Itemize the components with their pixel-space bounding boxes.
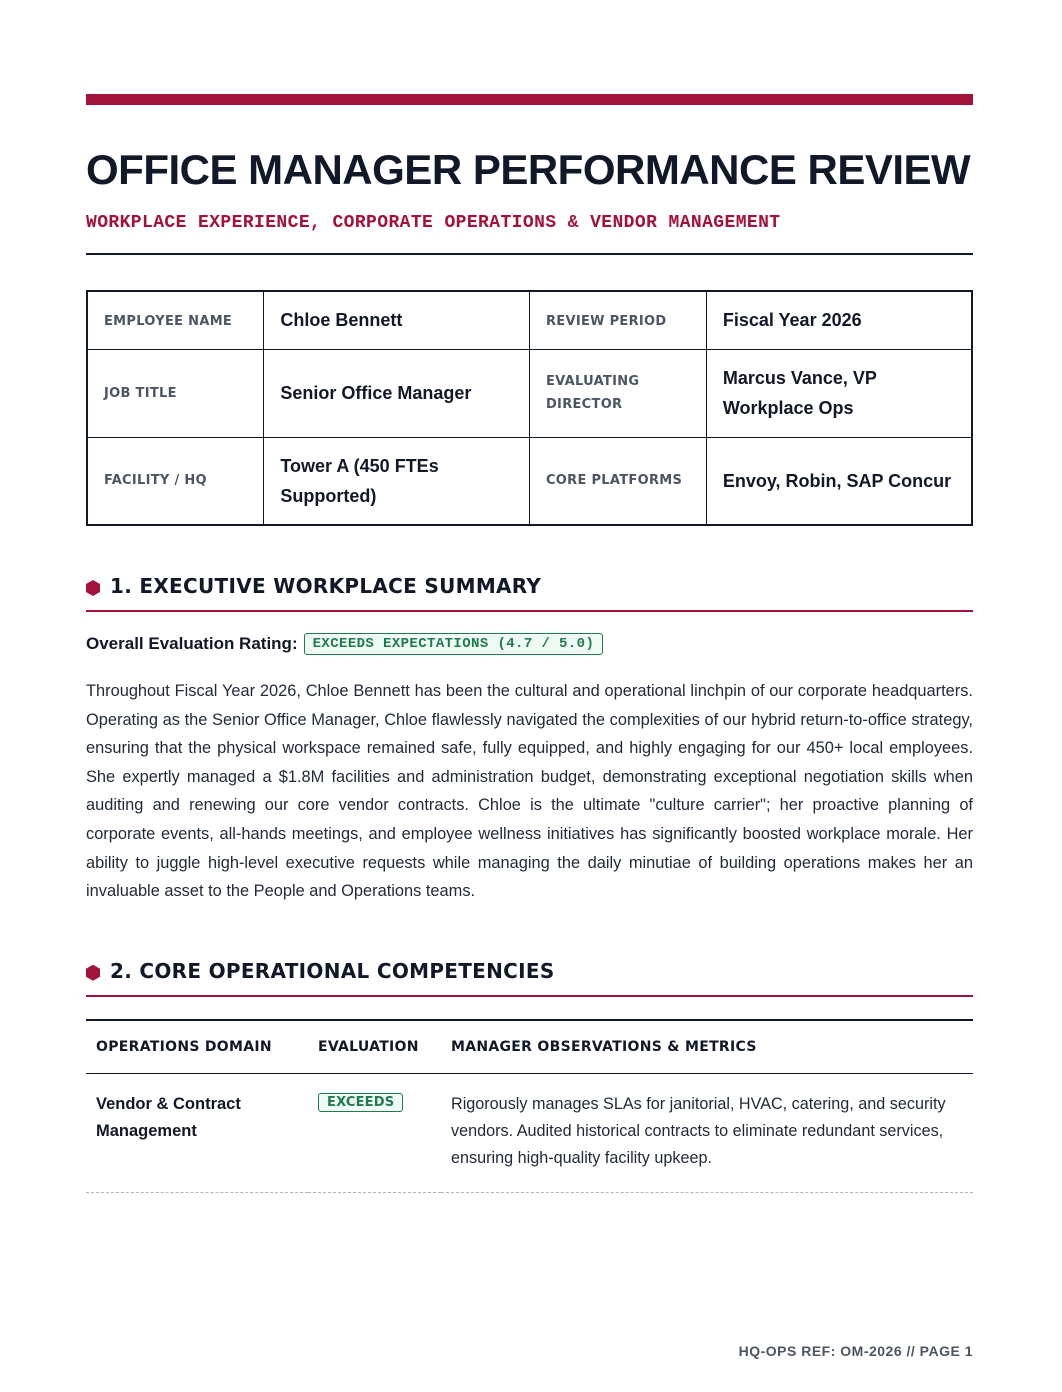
info-row — [87, 291, 972, 349]
table-row — [86, 1074, 973, 1193]
evaluating-director-label: EVALUATING DIRECTOR — [529, 349, 706, 437]
job-title-label: JOB TITLE — [87, 349, 264, 437]
section-heading-text: 2. CORE OPERATIONAL COMPETENCIES — [110, 958, 555, 983]
summary-paragraph: Throughout Fiscal Year 2026, Chloe Bennett has been the cultural and operational linchpin of our corporate headquarters. Operating as the Senior Office Manager, Chloe flawlessly navigated the complexities of our hybrid return-to-office strategy, ensuring that the physical workspace remained safe, fully equipped, and highly engaging for our 450+ local employees. She expertly managed a $1.8M facilities and administration budget, demonstrating exceptional negotiation skills when auditing and renewing our core vendor contracts. Chloe is the ultimate "culture carrier"; her proactive planning of corporate events, all-hands meetings, and employee wellness initiatives has significantly boosted workplace morale. Her ability to juggle high-level executive requests while managing the daily minutiae of building operations makes her an invaluable asset to the People and Operations teams. — [86, 682, 973, 901]
section-divider — [86, 995, 973, 997]
column-header-evaluation: EVALUATION — [318, 1039, 419, 1055]
employee-name-label: EMPLOYEE NAME — [87, 291, 264, 349]
section-divider — [86, 610, 973, 612]
document-title: OFFICE MANAGER PERFORMANCE REVIEW — [86, 146, 971, 193]
competencies-table — [86, 1019, 973, 1194]
section-heading-summary — [86, 571, 973, 601]
top-accent-bar — [86, 94, 973, 105]
review-period-label: REVIEW PERIOD — [529, 291, 706, 349]
job-title-value: Senior Office Manager — [264, 349, 530, 437]
column-header-observations: MANAGER OBSERVATIONS & METRICS — [451, 1039, 757, 1055]
review-period-value: Fiscal Year 2026 — [706, 291, 972, 349]
info-row — [87, 437, 972, 525]
hexagon-bullet-icon — [86, 965, 100, 981]
review-page — [86, 94, 973, 1193]
evaluation-cell — [308, 1074, 441, 1193]
facility-label: FACILITY / HQ — [87, 437, 264, 525]
core-platforms-value: Envoy, Robin, SAP Concur — [706, 437, 972, 525]
hexagon-bullet-icon — [86, 580, 100, 596]
table-header-row — [86, 1020, 973, 1074]
rating-label: Overall Evaluation Rating: — [86, 634, 298, 653]
evaluation-badge: EXCEEDS — [318, 1093, 403, 1112]
footer-reference: HQ-OPS REF: OM-2026 // PAGE 1 — [738, 1343, 973, 1359]
observations-cell: Rigorously manages SLAs for janitorial, HVAC, catering, and security vendors. Audited historical contracts to eliminate redundant services, ensuring high-quality facility upkeep. — [451, 1095, 946, 1168]
title-divider — [86, 253, 973, 255]
section-heading-text: 1. EXECUTIVE WORKPLACE SUMMARY — [110, 574, 542, 598]
document-subtitle: WORKPLACE EXPERIENCE, CORPORATE OPERATIONS & VENDOR MANAGEMENT — [86, 213, 781, 233]
domain-cell: Vendor & Contract Management — [96, 1095, 241, 1141]
section-heading-competencies — [86, 956, 973, 986]
core-platforms-label: CORE PLATFORMS — [529, 437, 706, 525]
info-row — [87, 349, 972, 437]
column-header-domain: OPERATIONS DOMAIN — [96, 1039, 272, 1055]
overall-rating — [86, 633, 973, 655]
employee-name-value: Chloe Bennett — [264, 291, 530, 349]
evaluating-director-value: Marcus Vance, VP Workplace Ops — [706, 349, 972, 437]
facility-value: Tower A (450 FTEs Supported) — [264, 437, 530, 525]
employee-info-table — [86, 290, 973, 526]
rating-badge: EXCEEDS EXPECTATIONS (4.7 / 5.0) — [304, 633, 604, 655]
